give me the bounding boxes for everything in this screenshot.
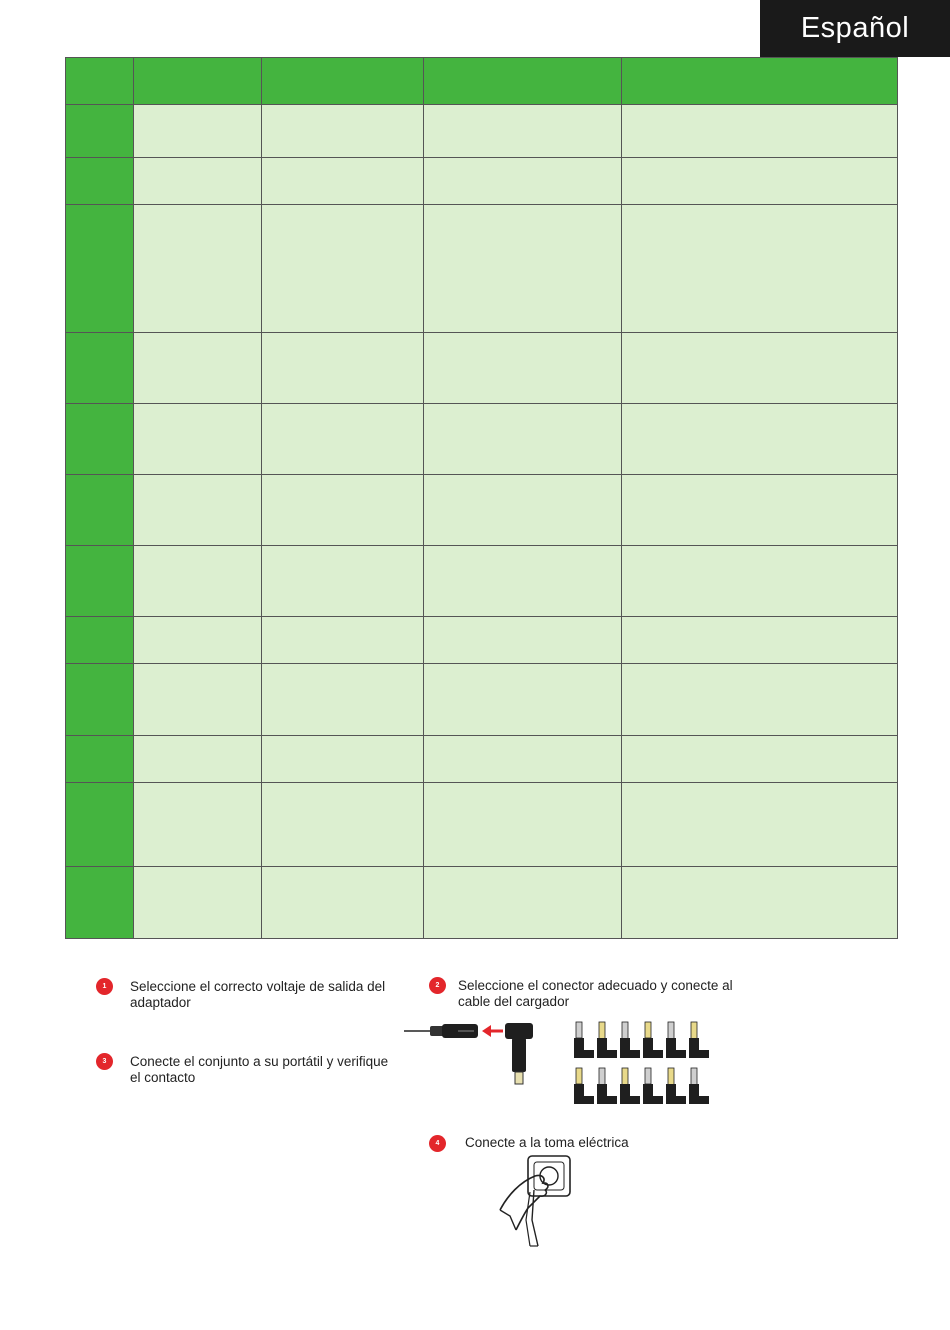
table-cell	[262, 475, 424, 546]
table-row-key-cell	[66, 105, 134, 158]
table-header-cell	[262, 58, 424, 105]
table-row-key-cell	[66, 404, 134, 475]
table-header-cell	[66, 58, 134, 105]
step-1-text: Seleccione el correcto voltaje de salida del adaptador	[130, 979, 386, 1010]
table-header-row	[66, 58, 898, 105]
table-row	[66, 617, 898, 664]
table-cell	[424, 664, 622, 736]
step-2-text: Seleccione el conector adecuado y conecte al cable del cargador	[458, 978, 733, 1009]
table-cell	[622, 158, 898, 205]
table-cell	[622, 105, 898, 158]
table-cell	[134, 546, 262, 617]
cable-plug-icon	[400, 1018, 540, 1098]
table-row-key-cell	[66, 475, 134, 546]
table-row-key-cell	[66, 205, 134, 333]
table-cell	[134, 783, 262, 867]
table-row-key-cell	[66, 617, 134, 664]
table-cell	[134, 475, 262, 546]
table-cell	[622, 664, 898, 736]
table-row-key-cell	[66, 333, 134, 404]
table-row	[66, 333, 898, 404]
table-cell	[262, 105, 424, 158]
table-cell	[134, 736, 262, 783]
table-cell	[622, 867, 898, 939]
table-cell	[424, 736, 622, 783]
table-cell	[424, 617, 622, 664]
table-cell	[424, 783, 622, 867]
table-cell	[134, 158, 262, 205]
table-cell	[134, 617, 262, 664]
table-row-key-cell	[66, 736, 134, 783]
table-row	[66, 867, 898, 939]
table-cell	[262, 333, 424, 404]
table-cell	[134, 867, 262, 939]
table-row-key-cell	[66, 158, 134, 205]
table-cell	[134, 333, 262, 404]
table-cell	[134, 404, 262, 475]
table-cell	[424, 205, 622, 333]
table-cell	[134, 205, 262, 333]
table-cell	[262, 664, 424, 736]
table-row	[66, 475, 898, 546]
table-row	[66, 664, 898, 736]
table-cell	[424, 867, 622, 939]
table-cell	[262, 783, 424, 867]
table-row-key-cell	[66, 664, 134, 736]
table-cell	[622, 333, 898, 404]
table-row	[66, 546, 898, 617]
language-tab	[760, 0, 950, 57]
table-cell	[424, 333, 622, 404]
table-cell	[424, 105, 622, 158]
table-header-cell	[134, 58, 262, 105]
table-row	[66, 783, 898, 867]
step-3-text: Conecte el conjunto a su portátil y verifique el contacto	[130, 1054, 389, 1085]
table-row	[66, 158, 898, 205]
step-4-badge: 4	[429, 1135, 446, 1152]
table-cell	[262, 404, 424, 475]
table-header-cell	[622, 58, 898, 105]
table-cell	[262, 736, 424, 783]
table-cell	[424, 404, 622, 475]
table-row-key-cell	[66, 546, 134, 617]
table-cell	[262, 867, 424, 939]
step-3-badge: 3	[96, 1053, 113, 1070]
connector-tips-icon	[568, 1018, 718, 1110]
table-cell	[424, 158, 622, 205]
table-cell	[262, 205, 424, 333]
table-cell	[622, 546, 898, 617]
table-row	[66, 205, 898, 333]
table-cell	[622, 404, 898, 475]
table-row	[66, 105, 898, 158]
table-header-cell	[424, 58, 622, 105]
table-row-key-cell	[66, 867, 134, 939]
spec-table	[65, 57, 898, 939]
table-cell	[134, 664, 262, 736]
table-cell	[262, 158, 424, 205]
step-1-badge: 1	[96, 978, 113, 995]
step-2-badge: 2	[429, 977, 446, 994]
step-4-text: Conecte a la toma eléctrica	[465, 1135, 629, 1150]
table-row	[66, 404, 898, 475]
table-cell	[622, 617, 898, 664]
table-row-key-cell	[66, 783, 134, 867]
table-cell	[424, 475, 622, 546]
table-cell	[134, 105, 262, 158]
wall-outlet-hand-icon	[490, 1150, 590, 1250]
table-cell	[622, 783, 898, 867]
table-cell	[424, 546, 622, 617]
table-row	[66, 736, 898, 783]
language-label: Español	[800, 12, 910, 44]
table-cell	[262, 617, 424, 664]
table-cell	[622, 736, 898, 783]
table-cell	[622, 475, 898, 546]
table-cell	[622, 205, 898, 333]
table-cell	[262, 546, 424, 617]
